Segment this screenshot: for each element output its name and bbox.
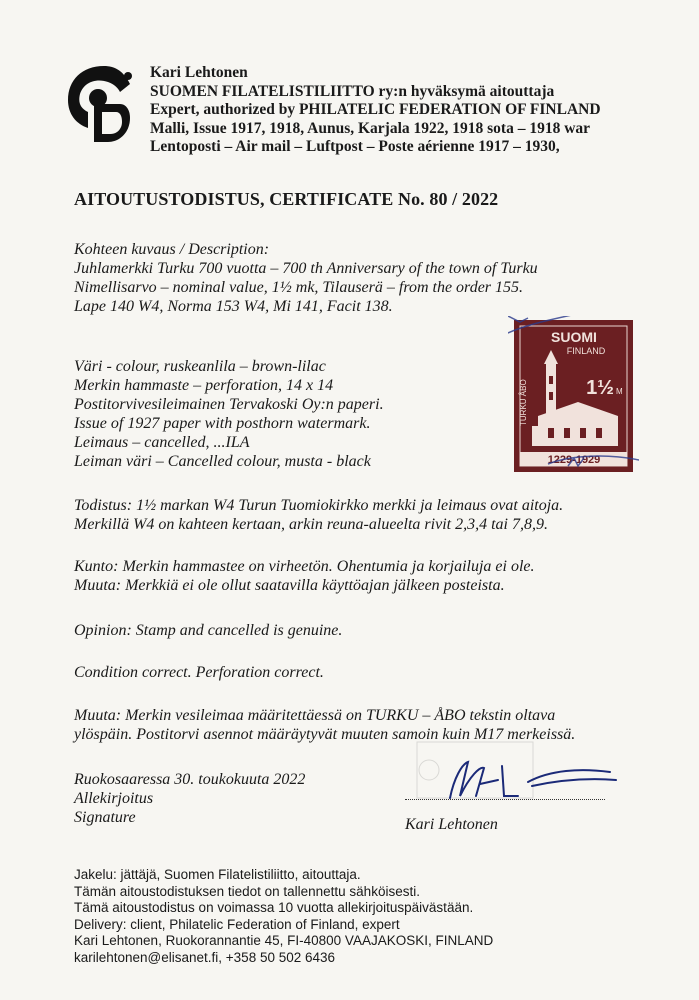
stamp-image	[508, 316, 639, 476]
federation-logo	[64, 62, 146, 144]
description-heading: Kohteen kuvaus / Description:	[74, 241, 270, 258]
condition-en-text: Condition correct. Perforation correct.	[74, 664, 324, 681]
footer-line: Tämän aitoustodistuksen tiedot on tallennettu sähköisesti.	[74, 883, 420, 899]
stamp-unit: M	[616, 387, 623, 396]
authorization-en: Expert, authorized by PHILATELIC FEDERATION OF FINLAND	[150, 101, 601, 118]
footer-line: Tämä aitoustodistus on voimassa 10 vuotta allekirjoituspäivästään.	[74, 900, 474, 915]
paper-en-line: Issue of 1927 paper with posthorn watermark.	[74, 415, 371, 432]
other-fi-line: Muuta: Merkkiä ei ole ollut saatavilla käyttöajan jälkeen posteista.	[74, 577, 505, 594]
other-line: Muuta: Merkin vesileimaa määritettäessä on TURKU – ÅBO tekstin oltava	[74, 707, 556, 724]
cancel-colour-line: Leiman väri – Cancelled colour, musta - black	[74, 453, 371, 470]
statement-line: Merkillä W4 on kahteen kertaan, arkin reuna-alueelta rivit 2,3,4 tai 7,8,9.	[74, 516, 548, 533]
paper-fi-line: Postitorvivesileimainen Tervakoski Oy:n paperi.	[74, 396, 384, 413]
certificate-title: AITOUTUSTODISTUS, CERTIFICATE No. 80 / 2022	[74, 189, 499, 209]
cancel-line: Leimaus – cancelled, ...ILA	[74, 434, 250, 451]
signature-line	[405, 799, 605, 800]
condition-fi-block	[74, 557, 535, 595]
signing-block	[74, 770, 305, 827]
footer-line: Jakelu: jättäjä, Suomen Filatelistiliitto, aitouttaja.	[74, 867, 361, 882]
footer-line: karilehtonen@elisanet.fi, +358 50 502 6436	[74, 949, 336, 965]
details-block	[74, 357, 384, 471]
footer-block	[74, 867, 493, 966]
statement-line: Todistus: 1½ markan W4 Turun Tuomiokirkko merkki ja leimaus ovat aitoja.	[74, 497, 564, 514]
description-line: Nimellisarvo – nominal value, 1½ mk, Tilauserä – from the order 155.	[74, 279, 524, 296]
expert-areas: Malli, Issue 1917, 1918, Aunus, Karjala 1922, 1918 sota – 1918 war	[150, 119, 591, 137]
expert-header	[150, 64, 601, 157]
perforation-line: Merkin hammaste – perforation, 14 x 14	[74, 377, 334, 394]
signer-name: Kari Lehtonen	[405, 816, 498, 833]
other-block	[74, 706, 575, 744]
stamp-value: 1½	[586, 377, 614, 399]
stamp-town: TURKU ÅBO	[519, 379, 528, 426]
footer-line: Delivery: client, Philatelic Federation of Finland, expert	[74, 916, 400, 932]
stamp-years: 1229-1929	[547, 454, 601, 466]
colour-line: Väri - colour, ruskeanlila – brown-lilac	[74, 358, 326, 375]
description-line: Lape 140 W4, Norma 153 W4, Mi 141, Facit 138.	[74, 298, 393, 315]
description-block	[74, 240, 538, 316]
stamp-country: SUOMI	[551, 329, 597, 345]
condition-fi-line: Kunto: Merkin hammastee on virheetön. Ohentumia ja korjailuja ei ole.	[74, 558, 535, 575]
description-line: Juhlamerkki Turku 700 vuotta – 700 th Anniversary of the town of Turku	[74, 260, 538, 277]
stamp-country-sv: FINLAND	[566, 346, 606, 356]
statement-block	[74, 496, 563, 534]
handwritten-signature	[440, 758, 620, 808]
expert-airmail: Lentoposti – Air mail – Luftpost – Poste aérienne 1917 – 1930,	[150, 138, 560, 155]
place-date: Ruokosaaressa 30. toukokuuta 2022	[74, 771, 306, 788]
signature-label-fi: Allekirjoitus	[74, 790, 154, 807]
other-line: ylöspäin. Postitorvi asennot määräytyvät muuten samoin kuin M17 merkeissä.	[74, 726, 576, 743]
signature-label-en: Signature	[74, 809, 136, 826]
footer-line: Kari Lehtonen, Ruokorannantie 45, FI-40800 VAAJAKOSKI, FINLAND	[74, 933, 494, 948]
expert-name: Kari Lehtonen	[150, 64, 248, 81]
opinion-text: Opinion: Stamp and cancelled is genuine.	[74, 622, 343, 639]
authorization-fi: SUOMEN FILATELISTILIITTO ry:n hyväksymä aitouttaja	[150, 82, 555, 100]
